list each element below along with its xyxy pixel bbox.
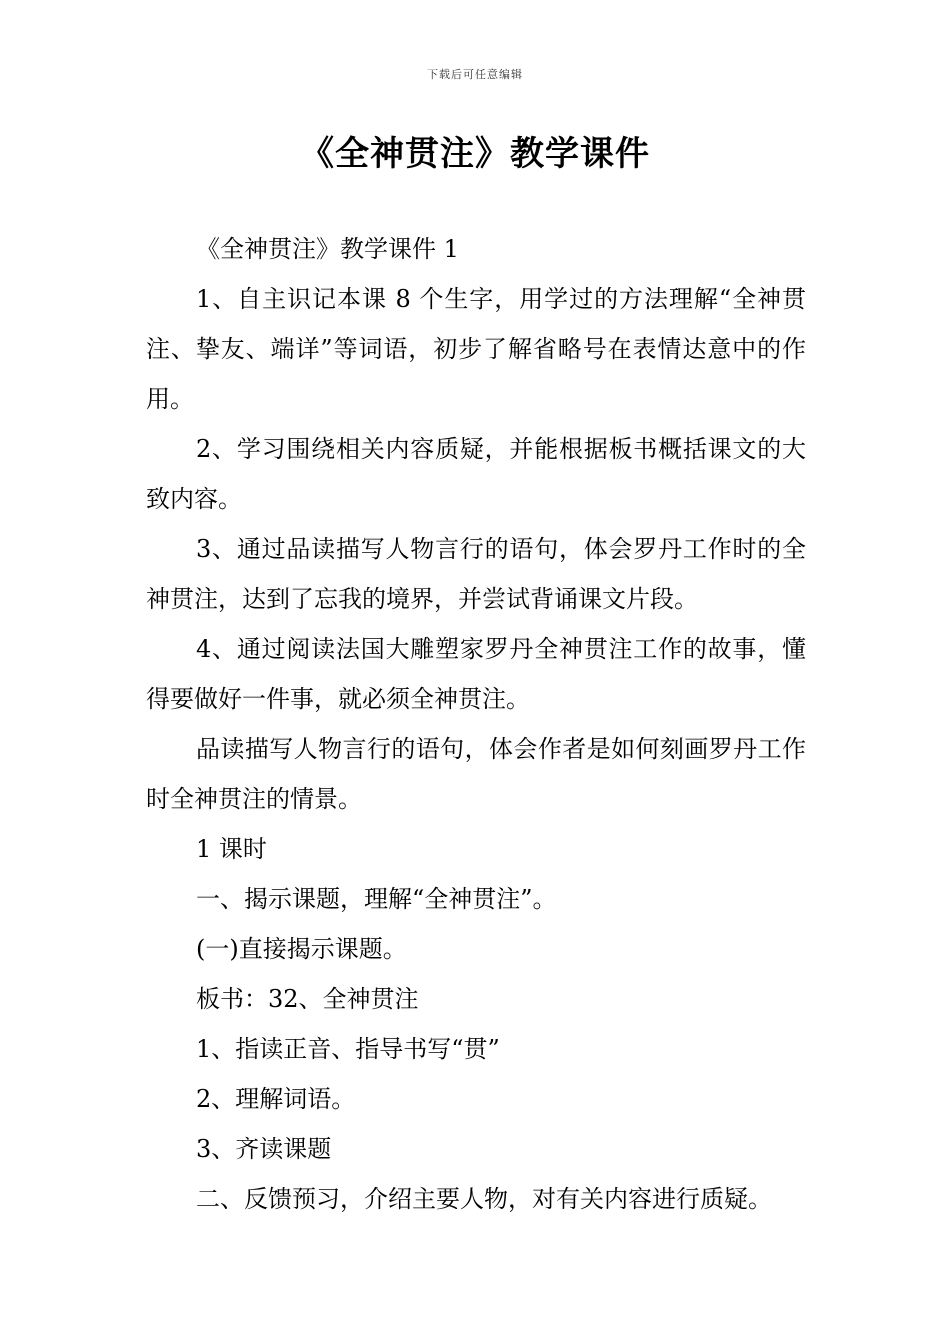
paragraph-goal-3: 3、通过品读描写人物言行的语句，体会罗丹工作时的全神贯注，达到了忘我的境界，并尝试背诵课文片段。 (146, 535, 806, 613)
paragraph-item-2: 2、理解词语。 (196, 1085, 356, 1113)
paragraph-goal-2: 2、学习围绕相关内容质疑，并能根据板书概括课文的大致内容。 (146, 435, 806, 513)
paragraph-item-3: 3、齐读课题 (196, 1135, 332, 1163)
paragraph-duration: 1 课时 (196, 835, 267, 863)
paragraph-subtitle: 《全神贯注》教学课件 1 (196, 235, 459, 263)
paragraph-step-2: 二、反馈预习，介绍主要人物，对有关内容进行质疑。 (196, 1185, 772, 1213)
header-note: 下载后可任意编辑 (427, 68, 523, 81)
paragraph-step-1: 一、揭示课题，理解“全神贯注”。 (196, 885, 557, 913)
paragraph-item-1: 1、指读正音、指导书写“贯” (196, 1035, 500, 1063)
paragraph-goal-1: 1、自主识记本课 8 个生字，用学过的方法理解“全神贯注、挚友、端详”等词语，初步了解省略号在表情达意中的作用。 (146, 285, 806, 413)
paragraph-board-note: 板书：32、全神贯注 (196, 985, 419, 1013)
document-title: 《全神贯注》教学课件 (300, 134, 650, 174)
paragraph-key-point: 品读描写人物言行的语句，体会作者是如何刻画罗丹工作时全神贯注的情景。 (146, 735, 806, 813)
document-body (146, 224, 806, 1224)
paragraph-step-1-sub: (一)直接揭示课题。 (196, 935, 407, 963)
paragraph-goal-4: 4、通过阅读法国大雕塑家罗丹全神贯注工作的故事，懂得要做好一件事，就必须全神贯注。 (146, 635, 806, 713)
